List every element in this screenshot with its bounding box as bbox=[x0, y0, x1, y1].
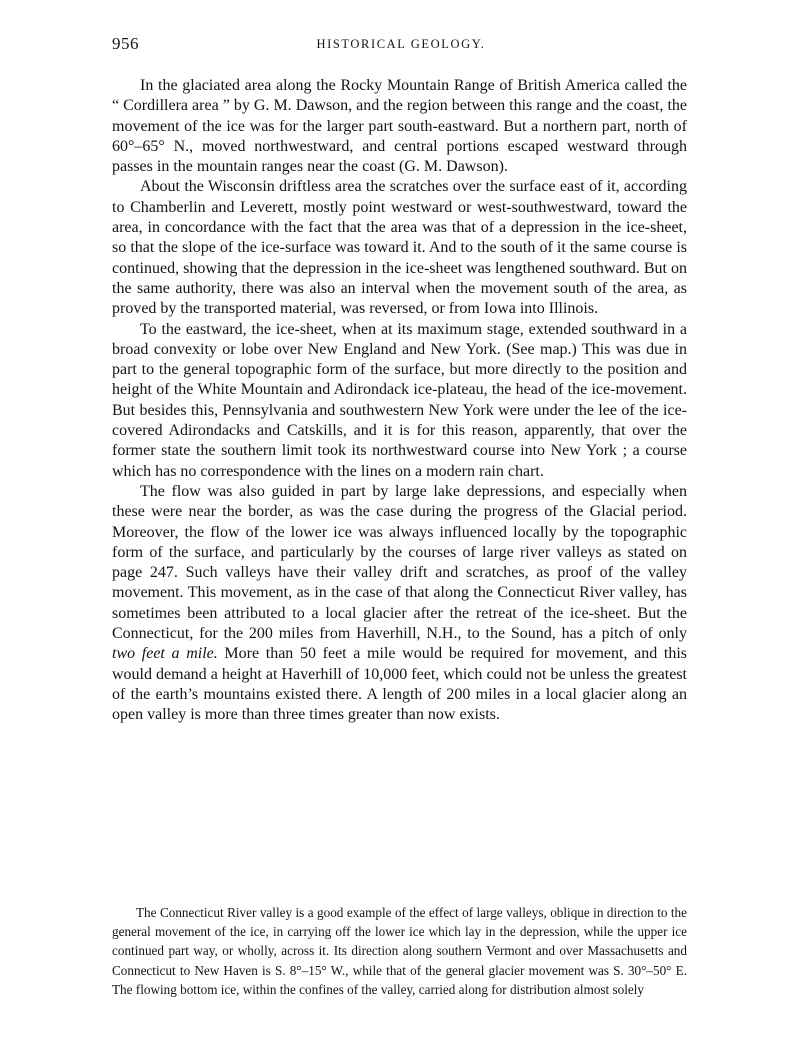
italic-phrase: two feet a mile. bbox=[112, 645, 218, 663]
running-title: HISTORICAL GEOLOGY. bbox=[316, 37, 486, 51]
page-number: 956 bbox=[112, 34, 139, 53]
small-print-section bbox=[112, 903, 687, 999]
paragraph-lake-and-river-valleys bbox=[112, 482, 687, 726]
paragraph-cordillera: In the glaciated area along the Rocky Mountain Range of British America called the “ Cordillera area ” by G. M. Dawson, and the region between this range and the coast, the movement of the ice was for the larger part south-eastward. But a northern part, north of 60°–65° N., moved northwestward, and central portions escaped westward through passes in the mountain ranges near the coast (G. M. Dawson). bbox=[112, 77, 687, 176]
paragraph-wisconsin-driftless-area: About the Wisconsin driftless area the scratches over the surface east of it, according to Chamberlin and Leverett, mostly point westward or west-southwestward, toward the area, in concordance with the fact that the area was that of a depression in the ice-sheet, so that the slope of the ice-surface was toward it. And to the south of it the same course is continued, showing that the depression in the ice-sheet was lengthened southward. But on the same authority, there was also an interval when the movement south of the area, as proved by the transported material, was reversed, or from Iowa into Illinois. bbox=[112, 178, 687, 318]
small-print-paragraph: The Connecticut River valley is a good example of the effect of large valleys, oblique in direction to the general movement of the ice, in carrying off the lower ice which lay in the depression, while the upper ice continued part way, or wholly, across it. Its direction along southern Vermont and over Massachusetts and Connecticut to New Haven is S. 8°–15° W., while that of the general glacier movement was S. 30°–50° E. The flowing bottom ice, within the confines of the valley, carried along for distribution almost solely bbox=[112, 905, 687, 997]
paragraph-new-england-lobe: To the eastward, the ice-sheet, when at its maximum stage, extended southward in a broad convexity or lobe over New England and New York. (See map.) This was due in part to the general topographic form of the surface, but more directly to the position and height of the White Mountain and Adirondack ice-plateau, the head of the ice-movement. But besides this, Pennsylvania and southwestern New York were under the lee of the ice-covered Adirondacks and Catskills, and it is for this reason, apparently, that over the former state the southern limit took its northwestward course into New York ; a course which has no correspondence with the lines on a modern rain chart. bbox=[112, 320, 687, 480]
paragraph-text-part: The flow was also guided in part by large lake depressions, and especially when these were near the border, as was the case during the progress of the Glacial period. Moreover, the flow of the lower ice was always influenced locally by the topographic form of the surface, and particularly by the courses of large river valleys as stated on page 247. Such valleys have their valley drift and scratches, as proof of the valley movement. This movement, as in the case of that along the Connecticut River valley, has sometimes been attributed to a local glacier after the retreat of the ice-sheet. But the Connecticut, for the 200 miles from Haverhill, N.H., to the Sound, has a pitch of only bbox=[112, 482, 687, 643]
body-text bbox=[112, 76, 687, 726]
running-head bbox=[112, 34, 690, 58]
paragraph-text-part: More than 50 feet a mile would be required for movement, and this would demand a height at Haverhill of 10,000 feet, which could not be unless the greatest of the earth’s mountains existed there. A length of 200 miles in a local glacier along an open valley is more than three times greater than now exists. bbox=[112, 645, 687, 724]
